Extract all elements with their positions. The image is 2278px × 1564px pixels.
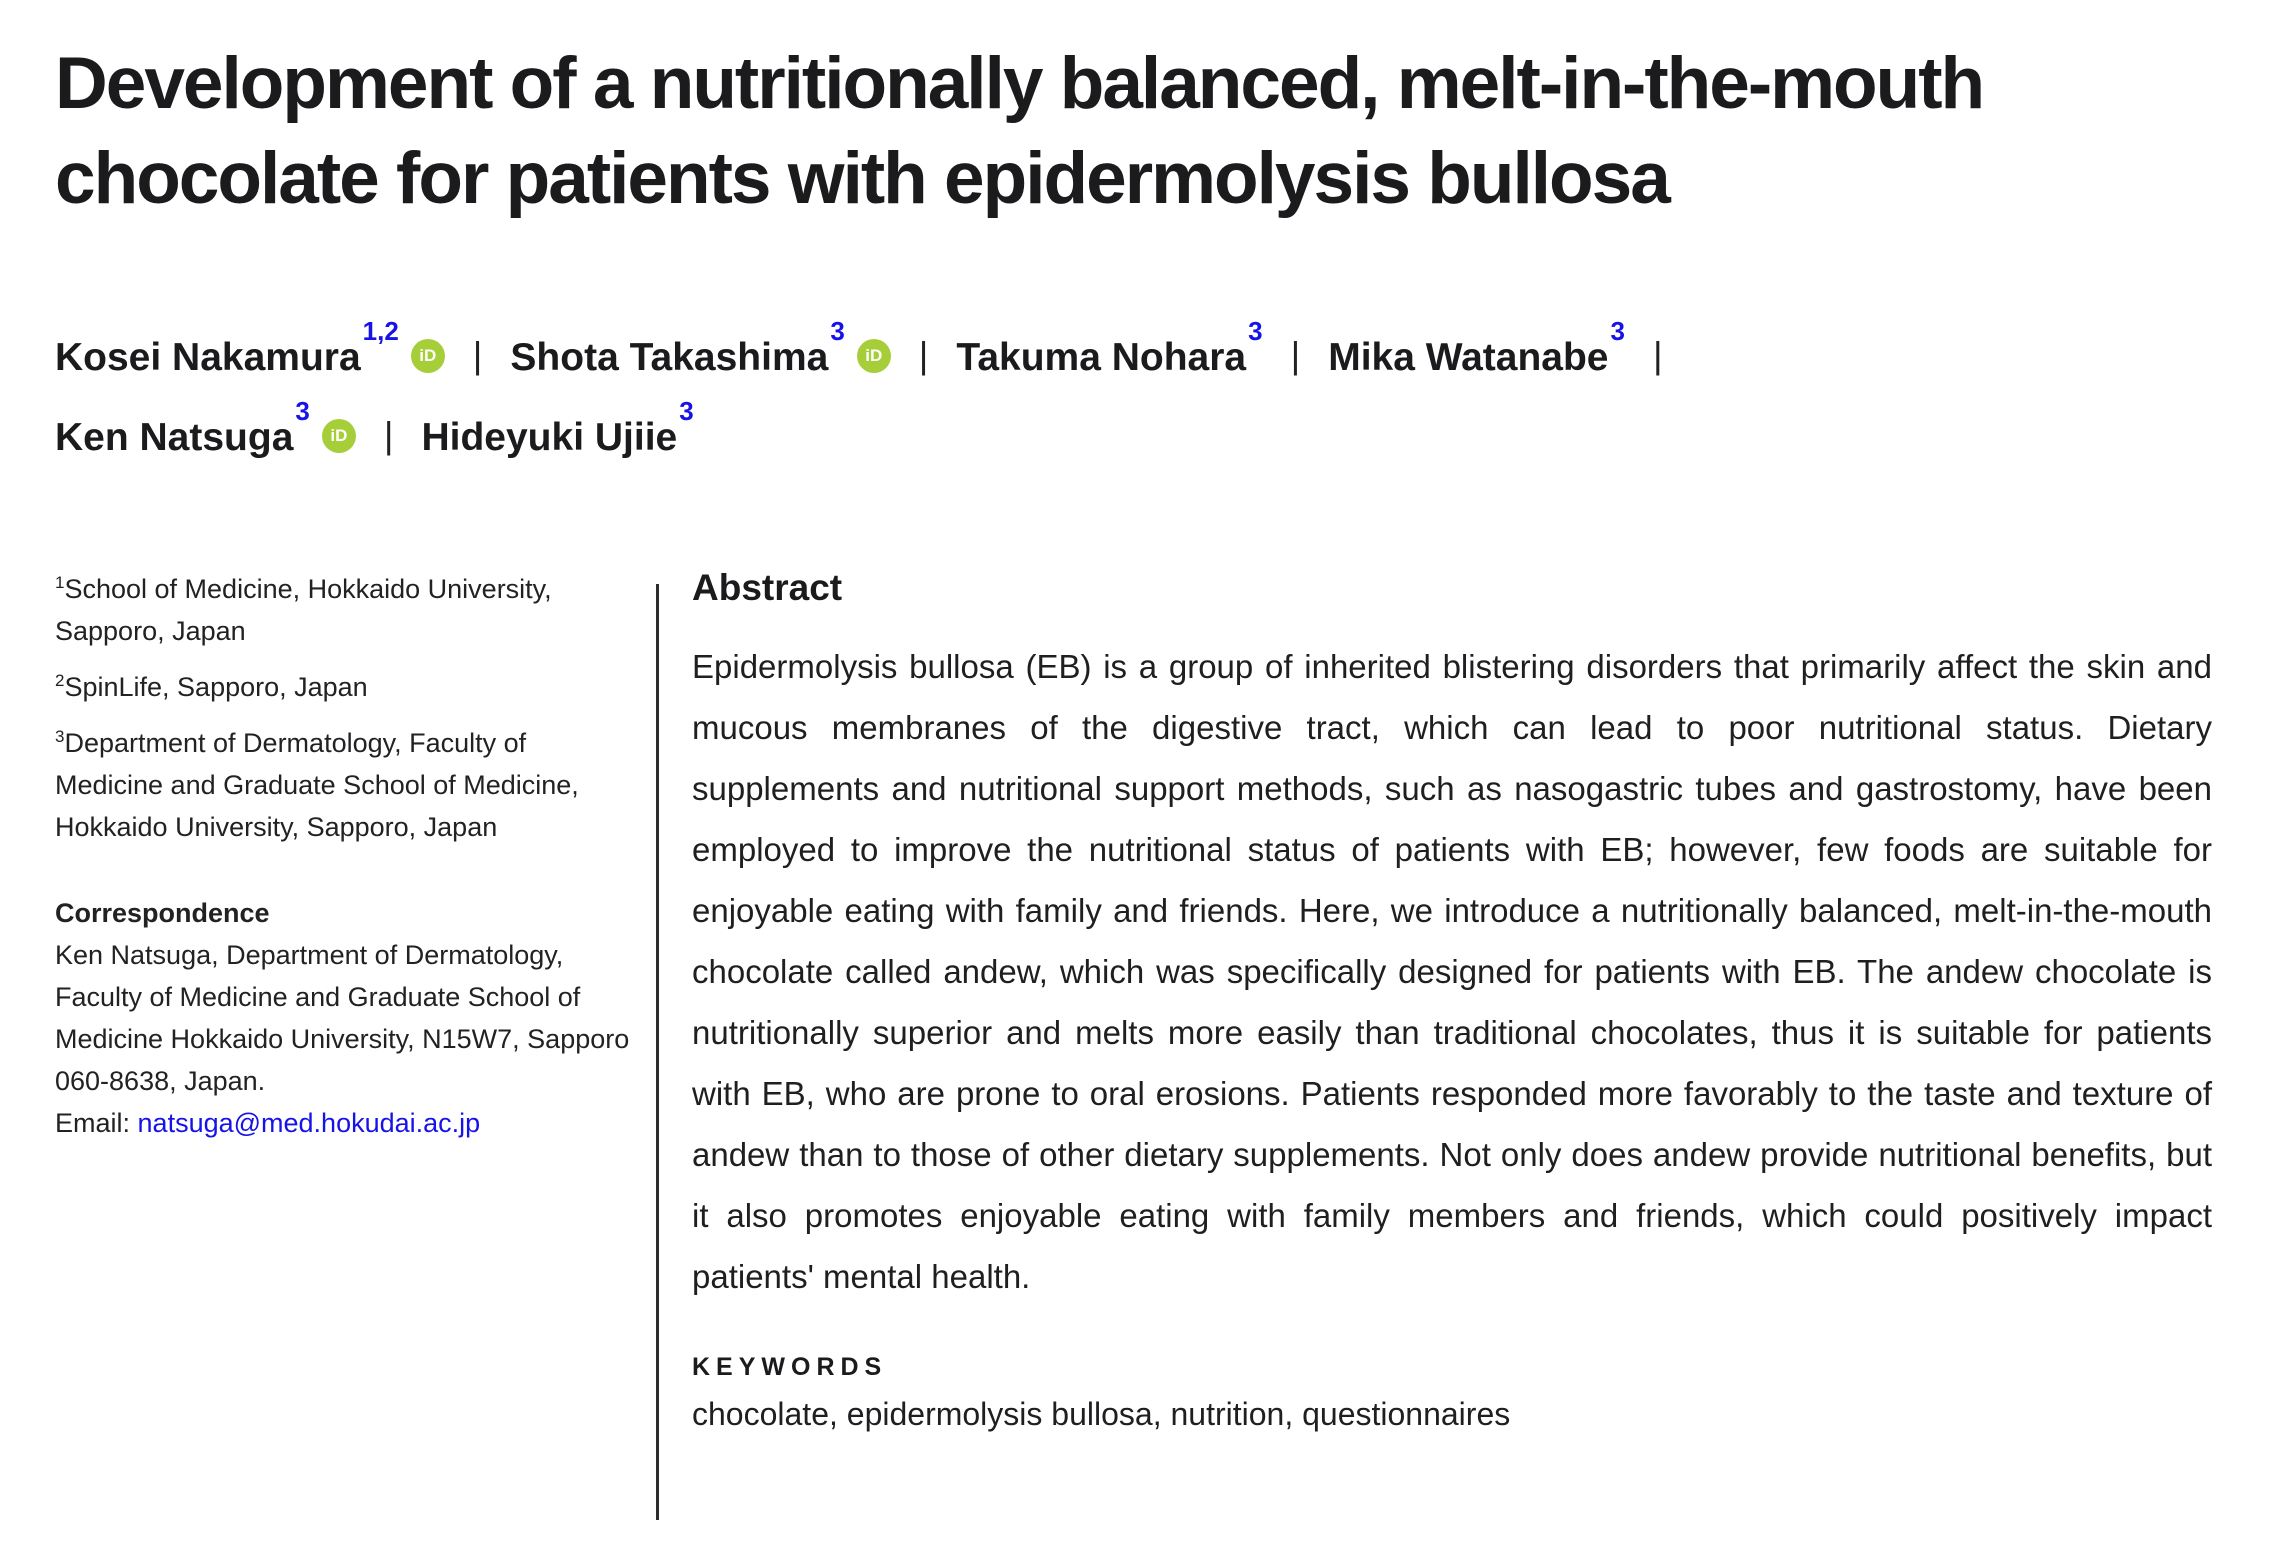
author-separator: | [383,415,394,456]
orcid-icon[interactable]: iD [322,419,356,453]
affiliation [55,722,640,848]
correspondence-body: Ken Natsuga, Department of Dermatology, Faculty of Medicine and Graduate School of Medicine Hokkaido University, N15W7, Sapporo 060-8638, Japan. [55,940,630,1096]
author-superscript: 3 [830,316,845,346]
column-divider [656,584,659,1520]
author-separator: | [472,335,483,376]
author-name: Mika Watanabe [1328,336,1609,379]
email-line [55,1102,640,1144]
author-line [55,398,1691,478]
author [55,316,445,379]
affiliation-list [55,568,640,848]
author-superscript: 3 [1248,316,1263,346]
abstract-heading: Abstract [692,567,843,608]
correspondence-heading: Correspondence [55,898,270,928]
affiliation [55,666,640,708]
author-superscript: 3 [679,396,694,426]
author [956,316,1263,379]
author-superscript: 1,2 [362,316,399,346]
author-name: Ken Natsuga [55,416,294,459]
affiliation-text: SpinLife, Sapporo, Japan [64,672,368,702]
correspondence [55,892,640,1144]
affiliation-text: School of Medicine, Hokkaido University, Sapporo, Japan [55,574,552,646]
page-title-line-1: Development of a nutritionally balanced, melt-in-the-mouth [55,43,1984,124]
keywords-section [692,1353,2212,1436]
keywords-body: chocolate, epidermolysis bullosa, nutrition, questionnaires [692,1396,1511,1432]
affiliation-superscript: 3 [55,727,65,746]
email-label: Email: [55,1108,138,1138]
orcid-icon[interactable]: iD [411,339,445,373]
author-name: Hideyuki Ujiie [421,416,678,459]
page-title [55,36,1983,226]
abstract-body: Epidermolysis bullosa (EB) is a group of inherited blistering disorders that primarily affect the skin and mucous membranes of the digestive tract, which can lead to poor nutritional status. Dietary supplements and nutritional support methods, such as nasogastric tubes and gastrostomy, have been employed to improve the nutritional status of patients with EB; however, few foods are suitable for enjoyable eating with family and friends. Here, we introduce a nutritionally balanced, melt-in-the-mouth chocolate called andew, which was specifically designed for patients with EB. The andew chocolate is nutritionally superior and melts more easily than traditional chocolates, thus it is suitable for patients with EB, who are prone to oral erosions. Patients responded more favorably to the taste and texture of andew than to those of other dietary supplements. Not only does andew provide nutritional benefits, but it also promotes enjoyable eating with family members and friends, which could positively impact patients' mental health. [692,648,2212,1295]
author-superscript: 3 [1610,316,1625,346]
email-link[interactable]: natsuga@med.hokudai.ac.jp [137,1108,481,1138]
author [421,396,694,459]
author-name: Shota Takashima [510,336,829,379]
author-line [55,318,1691,398]
page-title-line-2: chocolate for patients with epidermolysis bullosa [55,138,1669,219]
orcid-icon[interactable]: iD [857,339,891,373]
affiliation-superscript: 1 [55,573,65,592]
author-name: Takuma Nohara [956,336,1247,379]
right-column [692,566,2212,1436]
author-separator: | [1652,335,1663,376]
keywords-heading: KEYWORDS [692,1353,888,1381]
author-superscript: 3 [295,396,310,426]
author-name: Kosei Nakamura [55,336,361,379]
author [55,396,356,459]
author [510,316,890,379]
affiliation-text: Department of Dermatology, Faculty of Medicine and Graduate School of Medicine, Hokkaido University, Sapporo, Japan [55,728,579,842]
affiliation-superscript: 2 [55,671,65,690]
author-separator: | [918,335,929,376]
author [1328,316,1625,379]
author-list [55,318,1691,478]
left-column [55,568,640,1144]
author-separator: | [1290,335,1301,376]
affiliation [55,568,640,652]
